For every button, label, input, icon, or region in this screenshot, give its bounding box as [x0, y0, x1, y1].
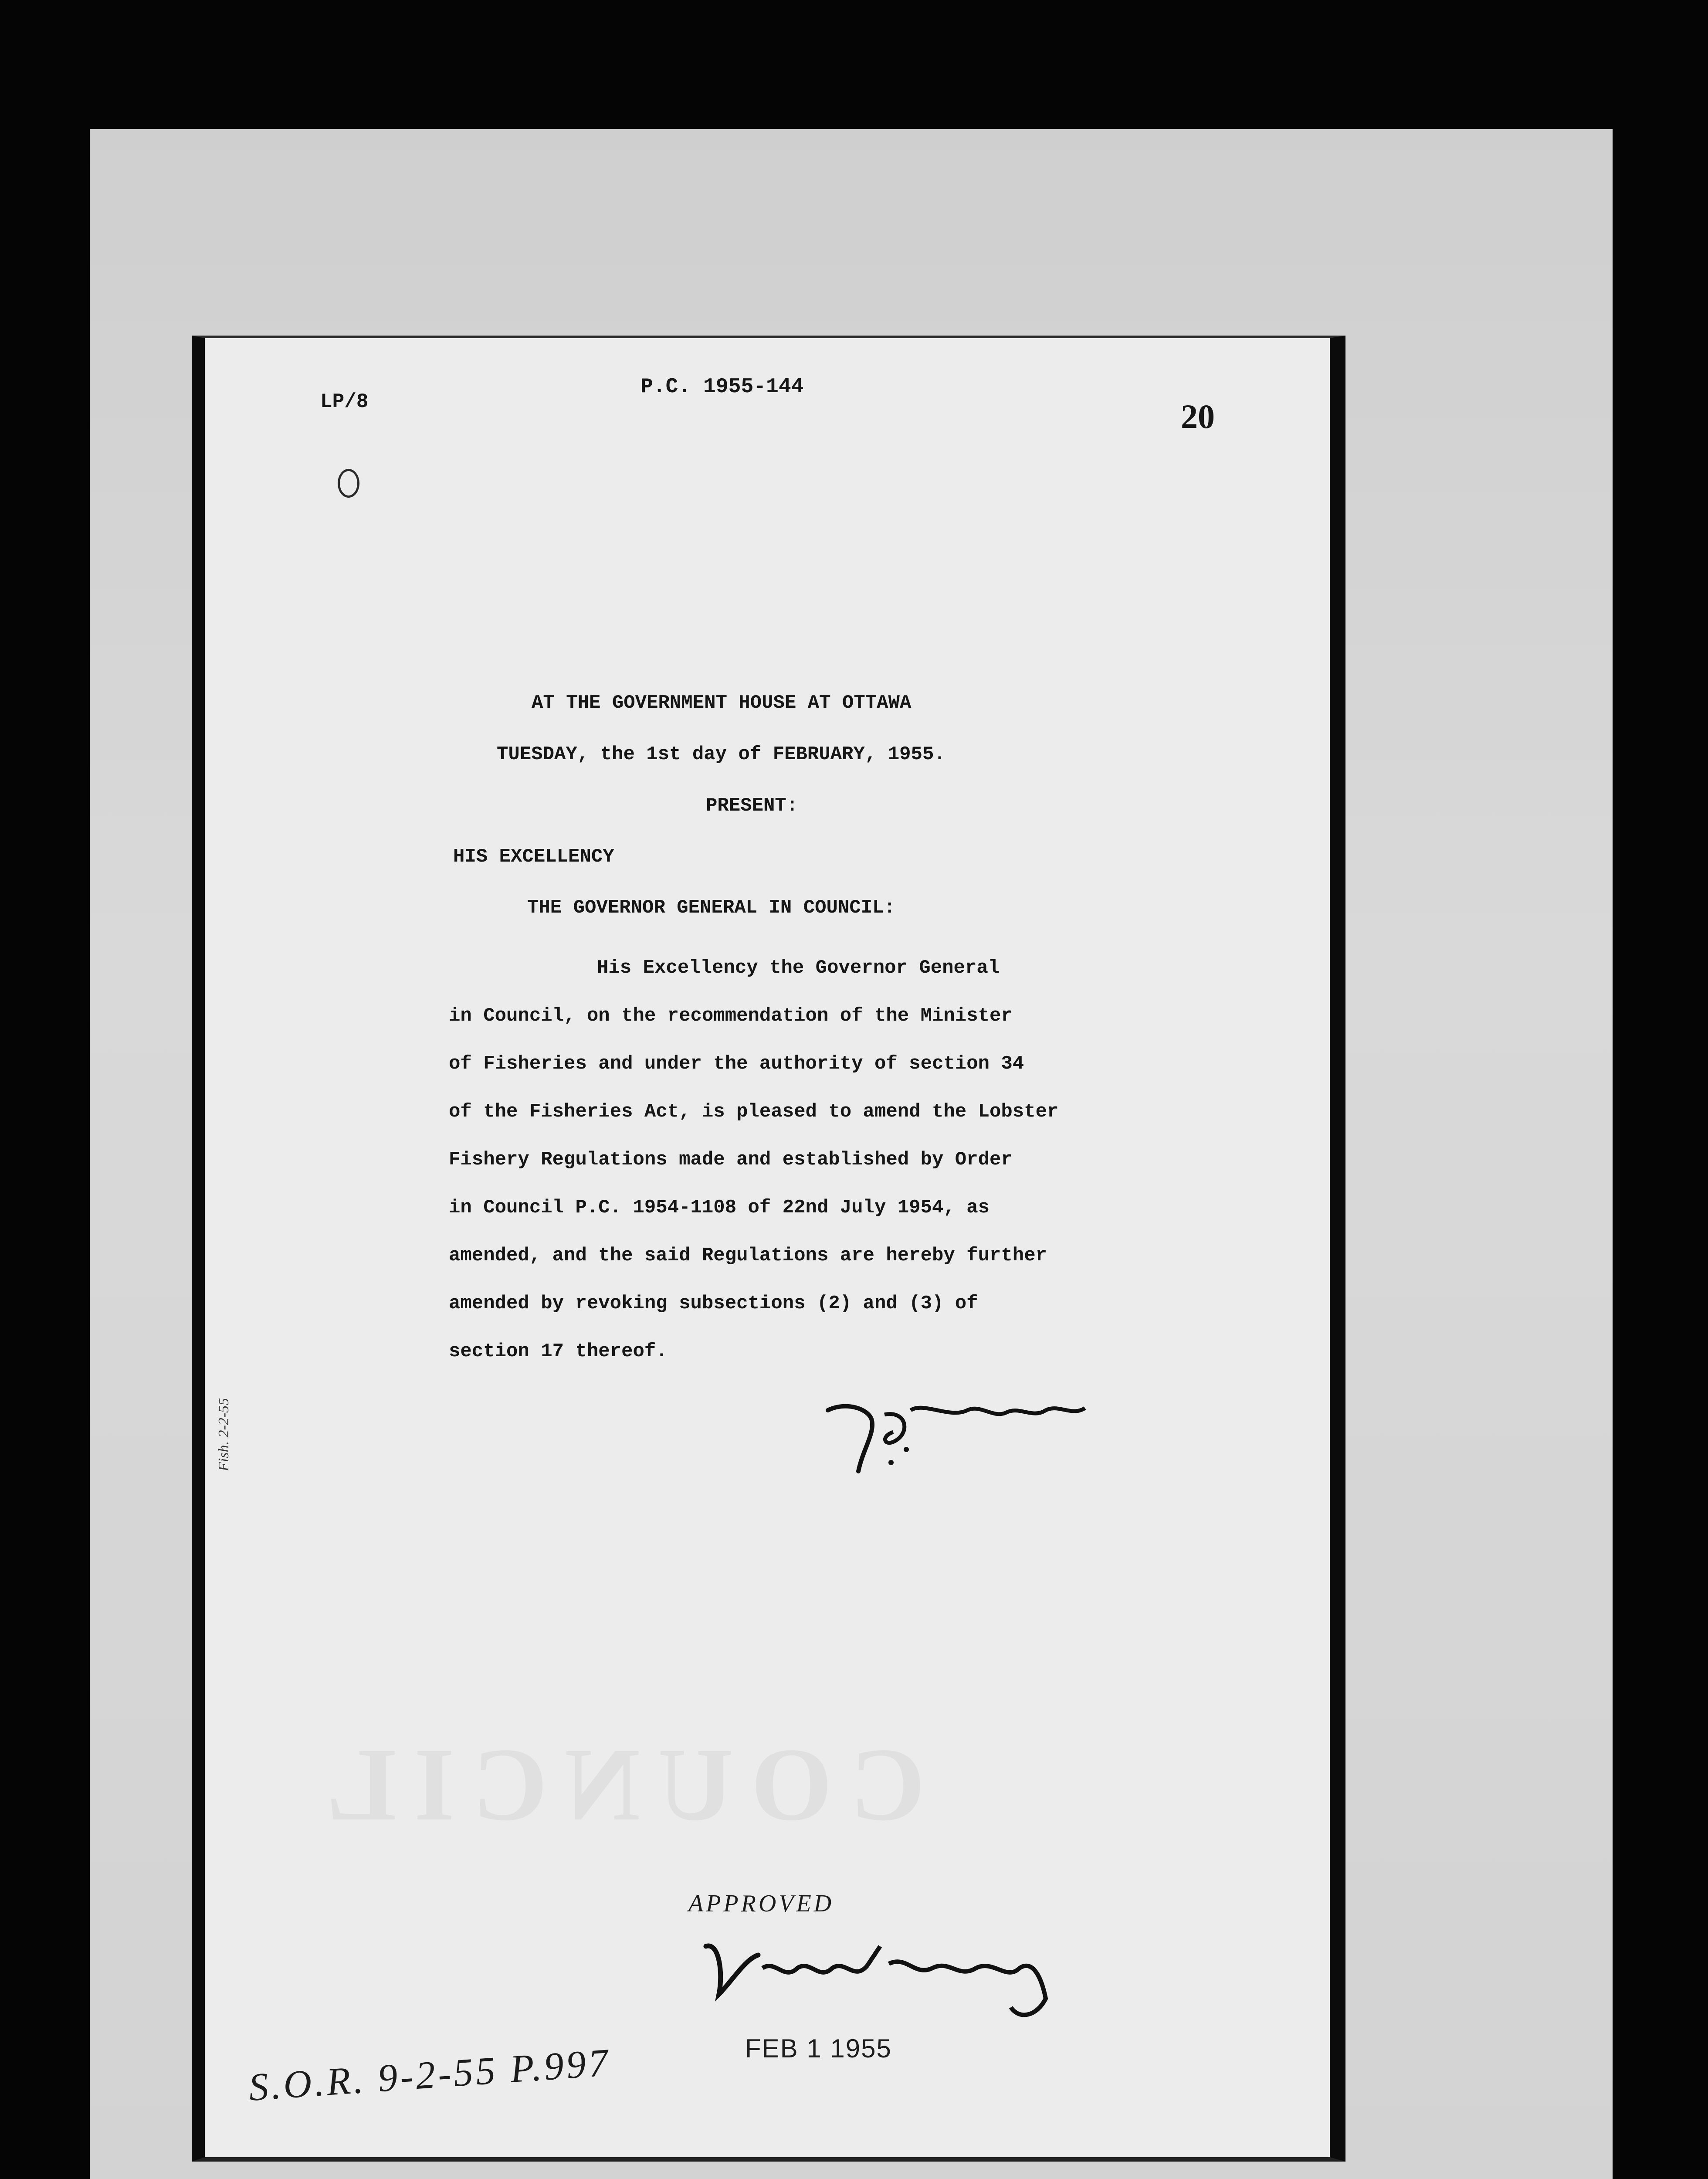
margin-note: Fish. 2-2-55 — [216, 1398, 232, 1471]
watermark: COUNCIL — [309, 1726, 925, 1842]
body-line-9: section 17 thereof. — [449, 1341, 668, 1362]
file-reference: LP/8 — [320, 390, 369, 413]
heading-date: TUESDAY, the 1st day of FEBRUARY, 1955. — [497, 743, 946, 765]
heading-council: THE GOVERNOR GENERAL IN COUNCIL: — [527, 897, 895, 919]
circle-mark — [338, 469, 359, 498]
body-line-4: of the Fisheries Act, is pleased to amend the Lobster — [449, 1101, 1059, 1123]
body-line-7: amended, and the said Regulations are hereby further — [449, 1245, 1047, 1266]
page-number: 20 — [1181, 397, 1215, 435]
body-line-6: in Council P.C. 1954-1108 of 22nd July 1954, as — [449, 1197, 990, 1218]
approved-label: APPROVED — [688, 1890, 834, 1917]
governor-signature — [697, 1920, 1089, 2029]
heading-place: AT THE GOVERNMENT HOUSE AT OTTAWA — [532, 692, 912, 714]
body-line-2: in Council, on the recommendation of the Minister — [449, 1005, 1013, 1027]
heading-present: PRESENT: — [706, 795, 798, 817]
date-stamp: FEB 1 1955 — [745, 2034, 892, 2063]
body-line-1: His Excellency the Governor General — [597, 957, 1000, 979]
body-line-3: of Fisheries and under the authority of section 34 — [449, 1053, 1024, 1075]
document-page — [192, 336, 1345, 2162]
order-number: P.C. 1955-144 — [640, 375, 804, 399]
body-line-5: Fishery Regulations made and established by Order — [449, 1149, 1013, 1171]
sor-reference: S.O.R. 9-2-55 P.997 — [247, 2041, 612, 2109]
body-line-8: amended by revoking subsections (2) and (3) of — [449, 1293, 978, 1314]
heading-excellency: HIS EXCELLENCY — [453, 846, 614, 868]
clerk-signature — [819, 1384, 1124, 1484]
